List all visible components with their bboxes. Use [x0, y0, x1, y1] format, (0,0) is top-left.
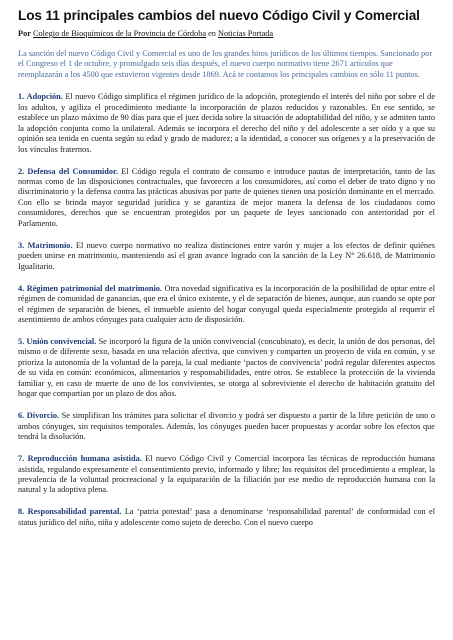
- section-reproduccion-asistida: [18, 454, 435, 496]
- intro-paragraph: La sanción del nuevo Código Civil y Comercial es uno de los grandes hitos jurídicos de los últimos tiempos. Sancionado por el Congreso el 1 de octubre, y promulgado seis días después, el nuevo cuerpo normativo tiene 2671 artículos que reemplazarán a los 4500 que estuvieron vigentes desde 1869. Acá te contamos los principales cambios en sólo 11 puntos.: [18, 49, 433, 79]
- byline-in-word: en: [208, 29, 216, 38]
- section-heading: Defensa del Consumidor.: [27, 166, 119, 176]
- section-number: 7.: [18, 454, 25, 464]
- section-number: 5.: [18, 336, 25, 346]
- author-link[interactable]: Colegio de Bioquímicos de la Provincia de Córdoba: [32, 29, 207, 38]
- section-number: 1.: [18, 92, 25, 102]
- section-regimen-patrimonial: [18, 284, 435, 326]
- section-heading: Régimen patrimonial del matrimonio.: [26, 283, 162, 293]
- page-title: Los 11 principales cambios del nuevo Código Civil y Comercial: [18, 8, 420, 23]
- section-number: 6.: [18, 411, 25, 421]
- section-heading: Divorcio.: [26, 411, 60, 421]
- section-text: El Código regula el contrato de consumo e introduce pautas de interpretación, tanto de las normas como de las disposiciones contractuales, que favorecen a los consumidores, así como el deber de trato digno y no discriminatorio y la defensa contra las prácticas abusivas por parte de quienes tienen una posición dominante en el mercado. Con ello se brinda mayor seguridad jurídica y se garantiza de mejor manera la defensa de los ciudadanos como consumidores, derechos que se encuentran protegidos por un paquete de leyes sancionado con anterioridad por el Parlamento.: [18, 166, 436, 228]
- section-number: 8.: [18, 507, 25, 517]
- section-divorcio: [18, 411, 435, 442]
- byline-prefix: Por: [18, 29, 31, 38]
- section-number: 4.: [18, 283, 25, 293]
- section-text: Otra novedad significativa es la incorporación de la posibilidad de optar entre el régimen de comunidad de ganancias, que era el único existente, y el de separación de bienes, aunque, aun cuando se opte por el régimen de separación de bienes, el inmueble asiento del hogar conyugal queda especialmente protegido al requerir el asentimiento de ambos cónyuges para cualquier acto de disposición.: [18, 283, 435, 325]
- section-text: El nuevo Código Civil y Comercial incorpora las técnicas de reproducción humana asistida, regulando expresamente el consentimiento previo, informado y libre; los requisitos del procedimiento a emplear, la prevalencia de la voluntad procreacional y la equiparación de la filiación por ese medio de reproducción humana con la natural y la adoptiva plena.: [18, 454, 435, 495]
- section-heading: Matrimonio.: [27, 240, 73, 250]
- section-text: La ‘patria potestad’ pasa a denominarse ‘responsabilidad parental’ de conformidad con el status jurídico del niño, niña y adolescente como sujeto de derecho. Con el nuevo cuerpo: [18, 507, 435, 527]
- section-text: Se simplifican los trámites para solicitar el divorcio y podrá ser dispuesto a partir de la libre petición de uno o ambos cónyuges, sin requisitos temporales. Además, los cónyuges pueden hacer propuestas y acordar sobre los efectos que tendrá la disolución.: [18, 411, 435, 442]
- section-heading: Adopción.: [26, 92, 63, 102]
- section-text: Se incorporó la figura de la unión convivencial (concubinato), es decir, la unión de dos personas, del mismo o de diferente sexo, basada en una relación afectiva, que conviven y comparten un proyecto de vida en común, y se prioriza la autonomía de la voluntad de la pareja, la cual mediante ‘pactos de convivencia’ podrá regular diferentes aspectos de su vida en común: económicos, alimentarios y responsabilidades, entre otros. Se establece la protección de la vivienda familiar y, en caso de muerte de uno de los convivientes, se otorga al sobreviviente el derecho de habitación gratuito del hogar que compartían por un plazo de dos años.: [18, 336, 436, 399]
- section-heading: Unión convivencial.: [26, 336, 97, 346]
- category-link[interactable]: Noticias Portada: [218, 29, 274, 38]
- section-number: 3.: [18, 240, 25, 250]
- section-number: 2.: [18, 166, 25, 176]
- section-union-convivencial: [18, 337, 435, 400]
- section-adopcion: [18, 92, 435, 155]
- section-text: El nuevo Código simplifica el régimen jurídico de la adopción, protegiendo el interés del niño por sobre el de los adultos, y agiliza el procedimiento mediante la incorporación de plazos reducidos y razonables. En ese sentido, se establece un plazo máximo de 90 días para que el juez decida sobre la situación de adoptabilidad del niño, y se admiten tanto la adopción conjunta como la unilateral. Además se incorpora el derecho del niño y del adolescente a ser oído y a que su opinión sea tenida en cuenta según su edad y grado de madurez; a la identidad, a conocer sus orígenes y a la preservación de los vínculos fraternos.: [18, 92, 436, 154]
- byline: [18, 29, 435, 38]
- section-matrimonio: [18, 241, 435, 272]
- section-responsabilidad-parental: [18, 507, 435, 528]
- section-defensa-consumidor: [18, 167, 435, 230]
- section-heading: Responsabilidad parental.: [27, 507, 122, 517]
- section-heading: Reproducción humana asistida.: [27, 454, 142, 464]
- section-text: El nuevo cuerpo normativo no realiza distinciones entre varón y mujer a los efectos de definir quiénes pueden unirse en matrimonio, manteniendo así el gran avance logrado con la sanción de la Ley N° 26.618, de Matrimonio Igualitario.: [18, 240, 435, 271]
